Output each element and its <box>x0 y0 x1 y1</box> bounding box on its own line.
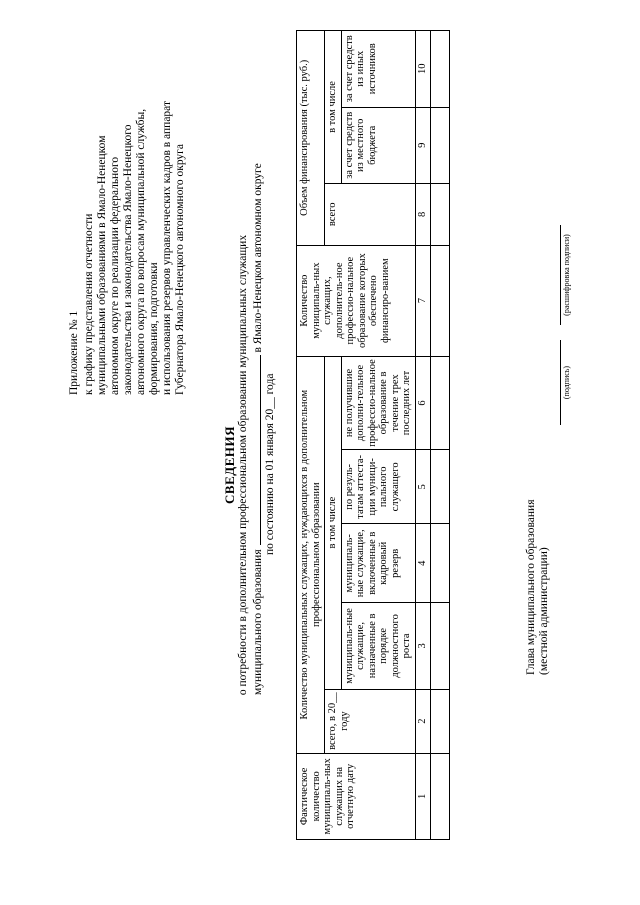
appendix-line: формирования, подготовки <box>148 262 160 395</box>
header-need-group: Количество муниципальных служащих, нуждающихся в дополнительном профессиональном образовании <box>297 356 325 753</box>
table-header-row <box>297 31 325 840</box>
column-number: 1 <box>415 753 430 839</box>
table-cell <box>430 245 449 356</box>
table-cell <box>430 31 449 108</box>
table-header-row <box>325 31 342 840</box>
municipality-line <box>250 163 264 695</box>
header-including: в том числе <box>325 356 342 689</box>
column-number: 2 <box>415 689 430 753</box>
column-number: 3 <box>415 603 430 689</box>
table-cell <box>430 450 449 524</box>
column-number: 4 <box>415 524 430 603</box>
appendix-line: законодательства и законодательства Ямало-Ненецкого <box>122 124 134 395</box>
column-number: 9 <box>415 107 430 183</box>
column-number: 7 <box>415 245 430 356</box>
signature-line <box>560 340 561 425</box>
table-row <box>430 31 449 840</box>
document-title: СВЕДЕНИЯ <box>222 426 237 504</box>
header-promoted: муниципаль-ные служащие, назначенные в порядке должностного роста <box>341 603 415 689</box>
municipality-blank <box>250 355 261 545</box>
table-cell <box>430 603 449 689</box>
column-number: 8 <box>415 183 430 245</box>
table-cell <box>430 524 449 603</box>
header-finance-local: за счет средств из местного бюджета <box>341 107 415 183</box>
column-number-row <box>415 31 430 840</box>
column-number: 5 <box>415 450 430 524</box>
column-number: 6 <box>415 356 430 450</box>
signatory-role-line: Глава муниципального образования <box>525 499 537 675</box>
header-finance-group: Объем финансирования (тыс. руб.) <box>297 31 325 246</box>
table-cell <box>430 689 449 753</box>
appendix-line: к графику представления отчетности <box>83 213 95 395</box>
header-total-year: всего, в 20__ году <box>325 689 416 753</box>
document-subtitle: о потребности в дополнительном профессиональном образовании муниципальных служащих <box>237 234 249 696</box>
appendix-title: Приложение № 1 <box>68 310 80 395</box>
appendix-line: Губернатора Ямало-Ненецкого автономного округа <box>174 143 186 395</box>
municipality-label: муниципального образования <box>252 549 264 695</box>
municipality-suffix: в Ямало-Ненецком автономном округе <box>252 163 264 353</box>
signature-caption: (подпись) <box>562 365 571 400</box>
header-finance-total: всего <box>325 183 416 245</box>
transcript-caption: (расшифровка подписи) <box>562 234 571 316</box>
column-number: 10 <box>415 31 430 108</box>
header-funded-count: Количество муниципаль-ных служащих, дополнитель-ное профессио-нальное образование которых обеспечено финансиро-ванием <box>297 245 416 356</box>
transcript-line <box>560 225 561 325</box>
needs-table <box>296 30 450 840</box>
signatory-role <box>525 500 551 676</box>
appendix-line: автономном округе по реализации федерального <box>109 156 121 395</box>
header-attestation: по резуль-татам аттеста-ции муници-пального служащего <box>341 450 415 524</box>
header-finance-other: за счет средств из иных источников <box>341 31 415 108</box>
date-line: по состоянию на 01 января 20__ года <box>264 373 276 555</box>
table-cell <box>430 183 449 245</box>
header-not-received: не получившие дополни-тельное профессио-нальное образование в течение трех последних лет <box>341 356 415 450</box>
appendix-line: и использования резервов управленческих кадров в аппарат <box>161 100 173 395</box>
header-actual-count: Фактическое количество муниципаль-ных служащих на отчетную дату <box>297 753 416 839</box>
signatory-role-line: (местной администрации) <box>538 547 550 675</box>
appendix-line: муниципальными образованиями в Ямало-Ненецком <box>96 135 108 395</box>
appendix-block <box>68 55 187 395</box>
table-cell <box>430 356 449 450</box>
table-cell <box>430 107 449 183</box>
appendix-line: автономного округа по вопросам муниципальной службы, <box>135 108 147 395</box>
table-cell <box>430 753 449 839</box>
header-reserve: муниципаль-ные служащие, включенные в кадровый резерв <box>341 524 415 603</box>
header-finance-including: в том числе <box>325 31 342 184</box>
